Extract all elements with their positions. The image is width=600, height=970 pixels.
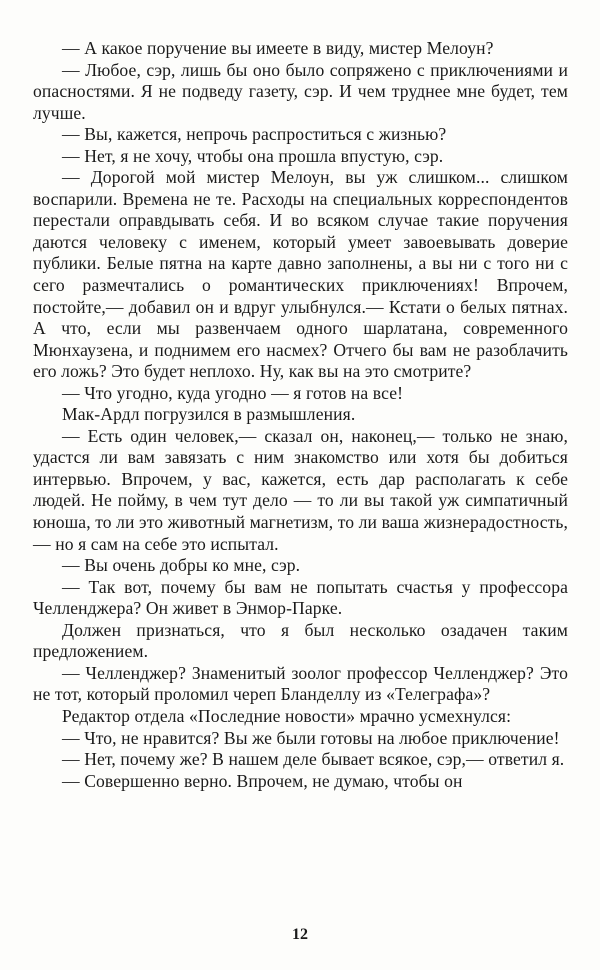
paragraph: Мак-Ардл погрузился в размышления. bbox=[62, 404, 356, 425]
page-number: 12 bbox=[292, 926, 308, 943]
paragraph: — Что угодно, куда угодно — я готов на все! bbox=[62, 382, 404, 403]
paragraph: Должен признаться, что я был несколько озадачен таким предложением. bbox=[33, 619, 568, 662]
paragraph: — Вы, кажется, непрочь распроститься с жизнью? bbox=[62, 124, 447, 145]
page-body-text bbox=[33, 38, 568, 792]
paragraph: — Вы очень добры ко мне, сэр. bbox=[62, 555, 301, 576]
paragraph: — Дорогой мой мистер Мелоун, вы уж слишком... слишком воспарили. Времена не те. Расходы на специальных корреспондентов перестали оправдывать себя. И во всяком случае такие поручения даются человеку с именем, который умеет завоевывать доверие публики. Белые пятна на карте давно заполнены, а вы ни с того ни с сего размечтались о романтических приключениях! Впрочем, постойте,— добавил он и вдруг улыбнулся.— Кстати о белых пятнах. А что, если мы развенчаем одного шарлатана, современного Мюнхаузена, и поднимем его насмех? Отчего бы вам не разоблачить его ложь? Это будет неплохо. Ну, как вы на это смотрите? bbox=[33, 167, 568, 382]
paragraph: — Совершенно верно. Впрочем, не думаю, чтобы он bbox=[62, 770, 463, 791]
paragraph: — Любое, сэр, лишь бы оно было сопряжено с приключениями и опасностями. Я не подведу газету, сэр. И чем труднее мне будет, тем лучше. bbox=[33, 59, 568, 123]
paragraph: — Что, не нравится? Вы же были готовы на любое приключение! bbox=[62, 727, 560, 748]
paragraph: — Нет, я не хочу, чтобы она прошла впустую, сэр. bbox=[62, 145, 444, 166]
paragraph: — Челленджер? Знаменитый зоолог профессор Челленджер? Это не тот, который проломил череп Бланделлу из «Телеграфа»? bbox=[33, 662, 568, 705]
paragraph: — Есть один человек,— сказал он, наконец,— только не знаю, удастся ли вам завязать с ним знакомство или хотя бы добиться интервью. Впрочем, у вас, кажется, есть дар располагать к себе людей. Не пойму, в чем тут дело — то ли вы такой уж симпатичный юноша, то ли это животный магнетизм, то ли ваша жизнерадостность,— но я сам на себе это испытал. bbox=[33, 425, 569, 554]
paragraph: — А какое поручение вы имеете в виду, мистер Мелоун? bbox=[62, 38, 494, 58]
paragraph: — Так вот, почему бы вам не попытать счастья у профессора Челленджера? Он живет в Энмор-Парке. bbox=[33, 576, 568, 619]
paragraph: — Нет, почему же? В нашем деле бывает всякое, сэр,— ответил я. bbox=[62, 749, 565, 770]
paragraph: Редактор отдела «Последние новости» мрачно усмехнулся: bbox=[62, 705, 512, 726]
